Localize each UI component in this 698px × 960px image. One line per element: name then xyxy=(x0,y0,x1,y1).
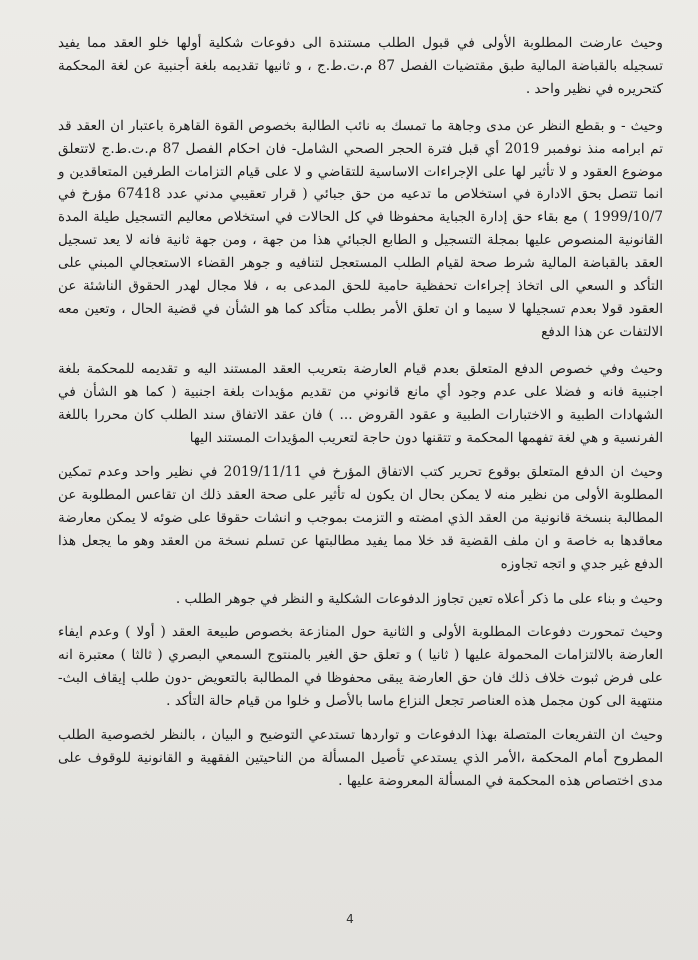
paragraph-registration-argument: وحيث - و بقطع النظر عن مدى وجاهة ما تمسك به نائب الطالبة بخصوص القوة القاهرة باعتبار ان العقد قد تم ابرامه منذ نوفمبر 2019 أي قبل فترة الحجر الصحي الشامل- فان احكام الفصل 87 م.ت.ط.ج لاتتعلق موضوع العقود و لا تأثير لها على الإجراءات الاساسية للتقاضي و لا على قيام التزامات الطرفين المتعاقدين و انما تتصل بحق الادارة في استخلاص ما تدعيه من حق جبائي ( قرار تعقيبي مدني عدد 67418 مؤرخ في 1999/10/7 ) مع بقاء حق إدارة الجباية محفوظا في كل الحالات في استخلاص معاليم التسجيل طيلة المدة القانونية المنصوص عليها بمجلة التسجيل و الطابع الجبائي هذا من جهة ، ومن جهة ثانية فانه لا يعد تسجيل العقد بالقباضة المالية شرط صحة لقيام الطلب المستعجل لتنافيه و جوهر القضاء الاستعجالي المبني على التأكد و السعي الى اتخاذ إجراءات تحفظية حامية للحق المدعى به ، فلا مجال لهدر الحقوق الناشئة عن العقود قولا بعدم تسجيلها لا سيما و ان تعلق الأمر بطلب متأكد كما هو الشأن في قضية الحال ، وتعين معه الالتفات عن هذا الدفع xyxy=(58,117,664,340)
paragraph-foreign-language-argument: وحيث وفي خصوص الدفع المتعلق بعدم قيام العارضة بتعريب العقد المستند اليه و تقديمه للمحكمة بلغة اجنبية فانه و فضلا على عدم وجود أي مانع قانوني من تقديم مؤيدات بلغة اجنبية ( كما هو الشأن في الشهادات الطبية و الاختبارات الطبية و عقود القروض ... ) فان عقد الاتفاق سند الطلب كان محررا باللغة الفرنسية و هي لغة تفهمها المحكمة و تتقنها دون حاجة لتعريب المؤيدات المستند اليها xyxy=(58,360,663,446)
paragraph-overrule-formal: وحيث و بناء على ما ذكر أعلاه تعين تجاوز الدفوعات الشكلية و النظر في جوهر الطلب . xyxy=(175,590,663,607)
page-number: 4 xyxy=(346,912,354,926)
paragraph-merits-arguments: وحيث تمحورت دفوعات المطلوبة الأولى و الثانية حول المنازعة بخصوص طبيعة العقد ( أولا ) وعدم ايفاء العارضة بالالتزامات المحمولة عليها ( ثانيا ) و تعلق حق الغير بالمنتوج السمعي البصري ( ثالثا ) معتبرة انه على فرض ثبوت خلاف ذلك فان حق العارضة يبقى محفوظا في المطالبة بالتعويض -دون طلب إيقاف البث- منتهية الى كون مجمل هذه العناصر تجعل النزاع ماسا بالأصل و خلوا من قيام حالة التأكد . xyxy=(58,623,663,709)
paragraph-single-copy-argument: وحيث ان الدفع المتعلق بوقوع تحرير كتب الاتفاق المؤرخ في 2019/11/11 في نظير واحد وعدم تمكين المطلوبة الأولى من نظير منه لا يمكن بحال ان يكون له تأثير على صحة العقد ذلك ان تقاعس المطلوبة عن المطالبة بنسخة قانونية من العقد الذي امضته و التزمت بموجب و انشات حقوقا على ضوئه لا يمكن معارضة معاقدها به خاصة و ان ملف القضية قد خلا مما يفيد مطالبتها عن تسلم نسخة من العقد وهو ما يجعل هذا الدفع غير جدي و اتجه تجاوزه xyxy=(58,464,663,573)
paragraph-formal-objections: وحيث عارضت المطلوبة الأولى في قبول الطلب مستندة الى دفوعات شكلية أولها خلو العقد مما يفيد تسجيله بالقباضة المالية طبق مقتضيات الفصل 87 م.ت.ط.ج ، و ثانيها تقديمه بلغة أجنبية عن لغة المحكمة كتحريره في نظير واحد . xyxy=(58,35,663,97)
paragraph-jurisdiction: وحيث ان التفريعات المتصلة بهذا الدفوعات و تواردها تستدعي التوضيح و البيان ، بالنظر لخصوصية الطلب المطروح أمام المحكمة ،الأمر الذي يستدعي تأصيل المسألة من الناحيتين الفقهية و القانونية للوقوف على مدى اختصاص هذه المحكمة في المسألة المعروضة عليها . xyxy=(58,727,663,790)
document-body xyxy=(58,32,663,805)
